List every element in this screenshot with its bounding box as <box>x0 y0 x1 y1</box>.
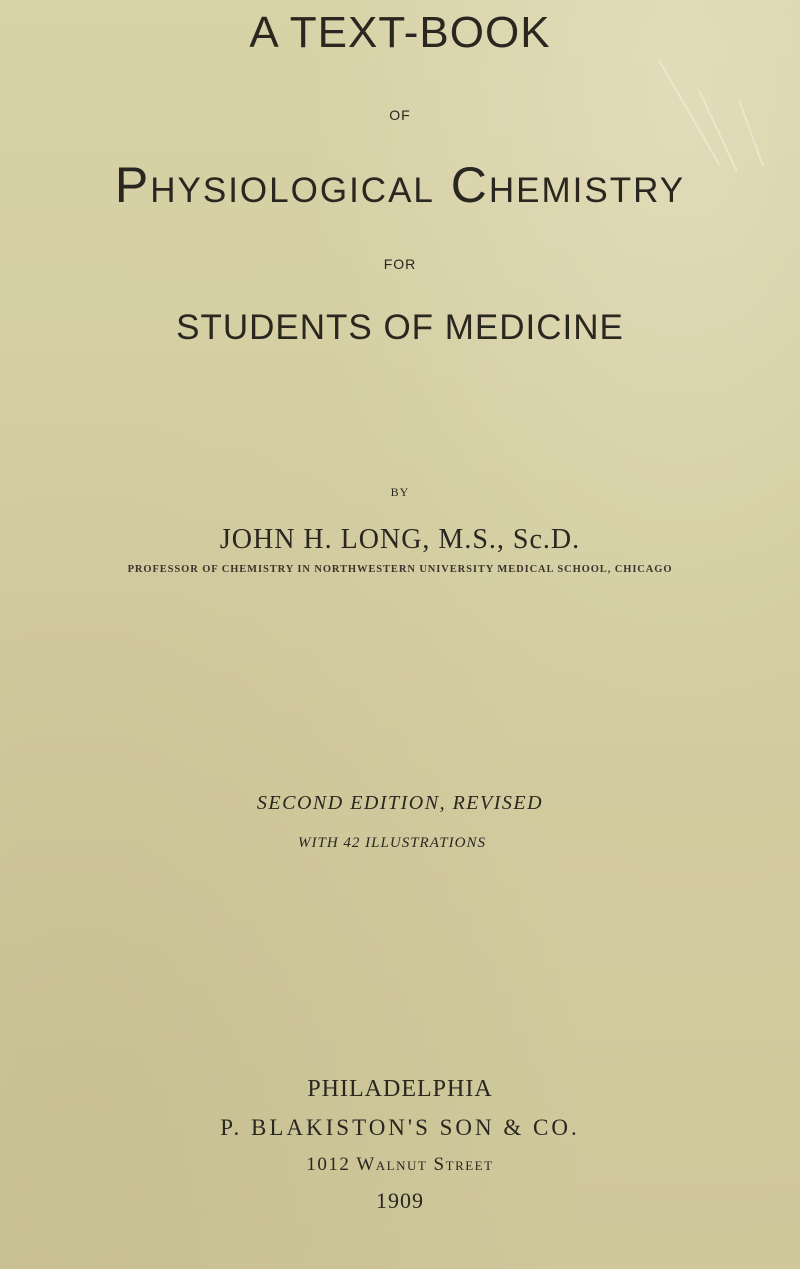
publisher-name: P. BLAKISTON'S SON & CO. <box>220 1115 580 1140</box>
edition-statement: SECOND EDITION, REVISED <box>256 792 544 814</box>
illustrations-statement: WITH 42 ILLUSTRATIONS <box>298 835 486 851</box>
publication-year: 1909 <box>376 1188 424 1213</box>
heading-by: BY <box>390 485 410 499</box>
publisher-address: 1012 Walnut Street <box>306 1154 494 1175</box>
heading-of: OF <box>389 107 411 123</box>
heading-text-book: A TEXT-BOOK <box>249 8 551 57</box>
audience: STUDENTS OF MEDICINE <box>176 308 624 347</box>
author-name: JOHN H. LONG, M.S., Sc.D. <box>219 524 581 555</box>
book-title: Physiological Chemistry <box>114 157 686 213</box>
publisher-city: PHILADELPHIA <box>307 1076 493 1102</box>
author-position: PROFESSOR OF CHEMISTRY IN NORTHWESTERN UNIVERSITY MEDICAL SCHOOL, CHICAGO <box>127 564 673 575</box>
heading-for: FOR <box>383 256 417 272</box>
